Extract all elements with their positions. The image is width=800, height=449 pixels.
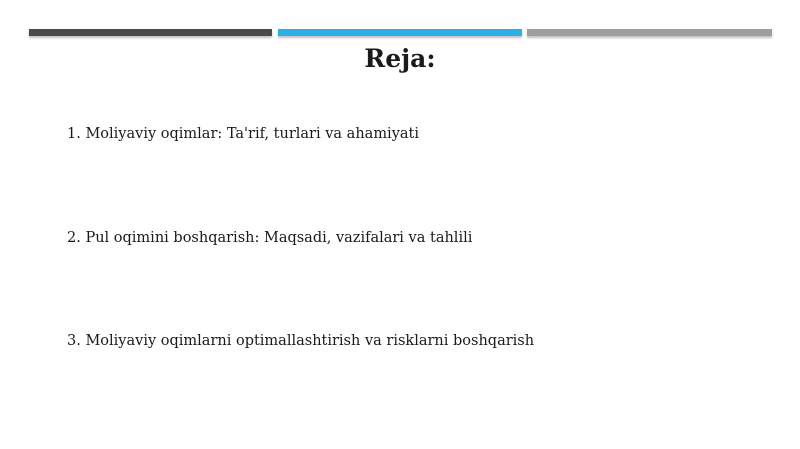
header-bar-dark xyxy=(29,29,272,36)
plan-item-2: 2. Pul oqimini boshqarish: Maqsadi, vazifalari va tahlili xyxy=(67,230,473,246)
plan-item-1: 1. Moliyaviy oqimlar: Ta'rif, turlari va ahamiyati xyxy=(67,126,420,142)
header-bar-blue xyxy=(278,29,522,36)
header-bars xyxy=(29,29,772,37)
plan-item-3: 3. Moliyaviy oqimlarni optimallashtirish va risklarni boshqarish xyxy=(67,333,535,349)
header-bar-gray xyxy=(527,29,772,36)
slide-title: Reja: xyxy=(364,44,436,73)
